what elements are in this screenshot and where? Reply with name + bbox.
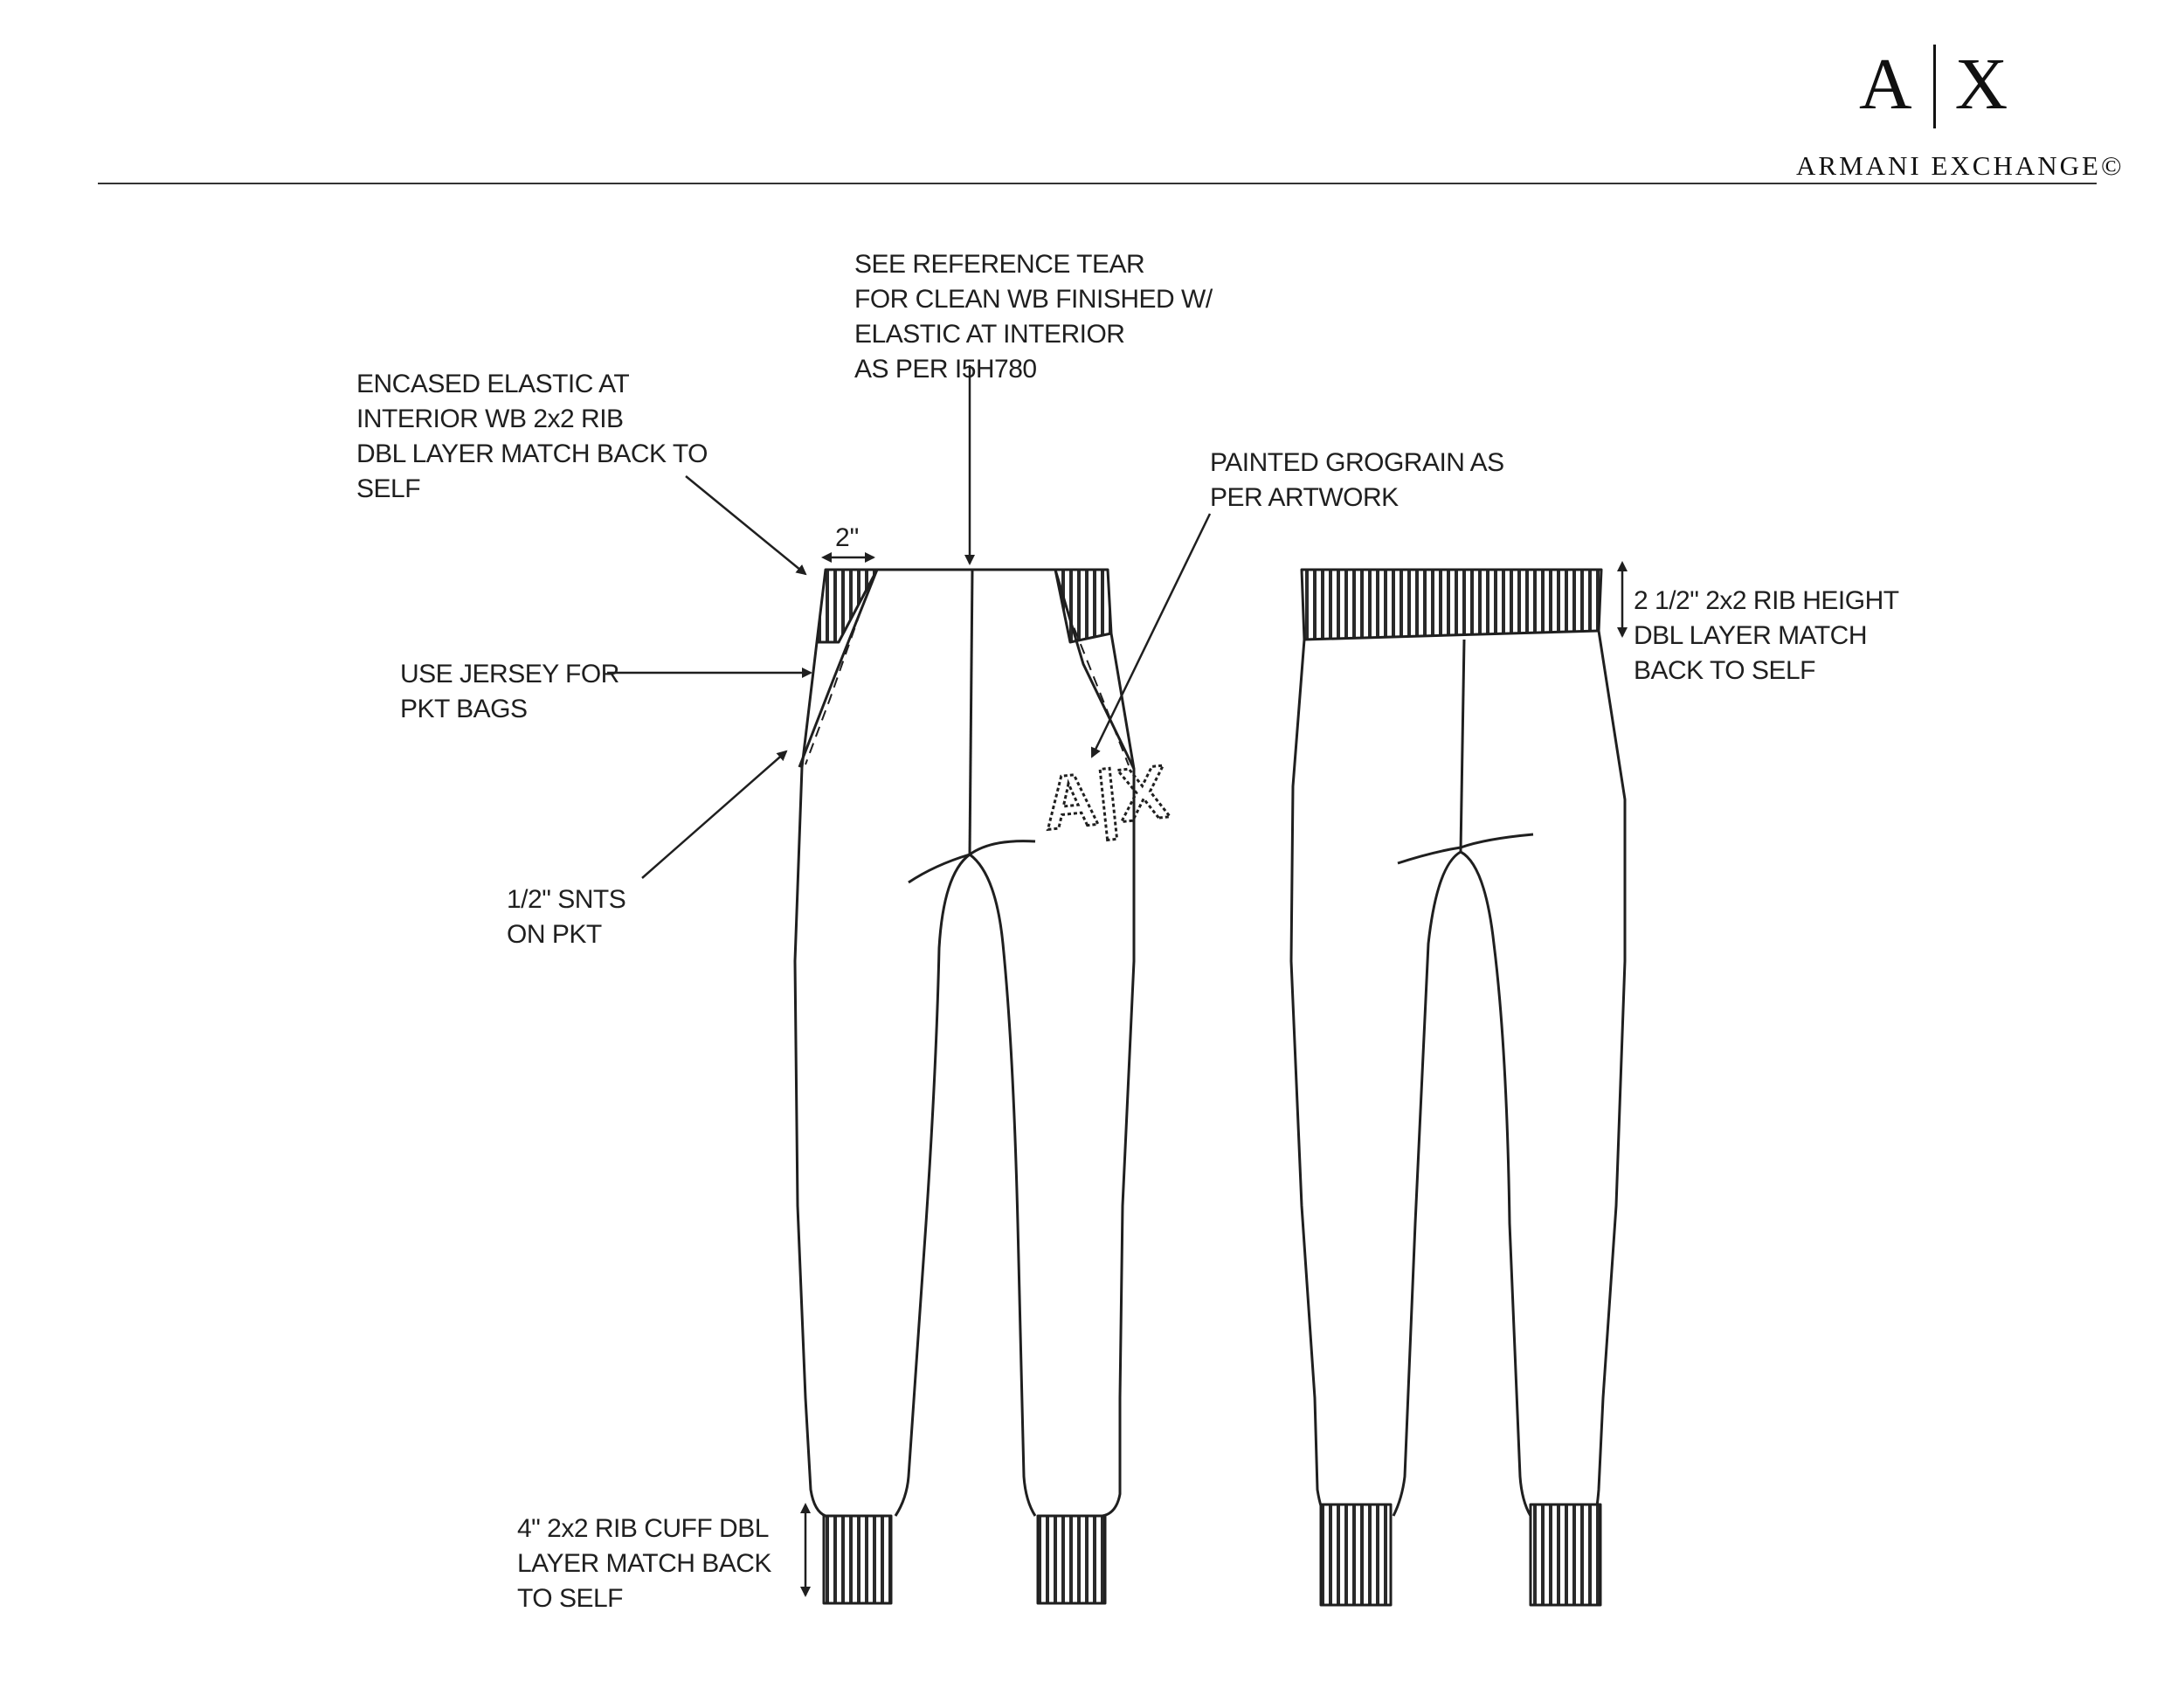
callout-line: 4" 2x2 RIB CUFF DBL bbox=[517, 1514, 769, 1543]
back-waist-rib bbox=[1302, 570, 1601, 640]
back-center-seam bbox=[1461, 640, 1464, 852]
callout-line: PER ARTWORK bbox=[1210, 483, 1399, 512]
front-cuff-left bbox=[824, 1516, 891, 1603]
front-view bbox=[795, 570, 1134, 1603]
callout-line: USE JERSEY FOR bbox=[400, 660, 619, 688]
back-leg-left-outer bbox=[1291, 640, 1326, 1516]
dim-waistband-width-label: 2" bbox=[835, 523, 860, 552]
brand-logo bbox=[1859, 45, 2009, 134]
callout-line: ON PKT bbox=[507, 920, 602, 949]
callout-line: TO SELF bbox=[517, 1584, 623, 1613]
front-waist-rib-left bbox=[817, 570, 877, 642]
callout-line: ENCASED ELASTIC AT bbox=[356, 370, 630, 398]
callout-rib-height bbox=[1634, 584, 1899, 688]
callout-line: LAYER MATCH BACK bbox=[517, 1549, 771, 1578]
front-crotch-stroke bbox=[909, 841, 1035, 882]
back-view bbox=[1291, 570, 1625, 1605]
callout-painted-grograin bbox=[1210, 446, 1504, 515]
callout-line: INTERIOR WB 2x2 RIB bbox=[356, 405, 624, 433]
brand-logo-a: A bbox=[1859, 44, 1914, 125]
back-cuff-left bbox=[1321, 1505, 1391, 1605]
callout-line: ELASTIC AT INTERIOR bbox=[854, 320, 1125, 349]
callout-line: PKT BAGS bbox=[400, 695, 528, 723]
back-leg-right-outer bbox=[1594, 631, 1625, 1516]
front-cuff-right bbox=[1038, 1516, 1105, 1603]
brand-logo-divider bbox=[1933, 45, 1936, 128]
callout-cuff bbox=[517, 1512, 771, 1616]
callout-line: AS PER I5H780 bbox=[854, 355, 1037, 384]
callout-waistband-finish bbox=[854, 247, 1213, 387]
front-inseam bbox=[895, 854, 1035, 1516]
leader-painted-grograin bbox=[1092, 514, 1210, 757]
front-waist-rib-right bbox=[1055, 570, 1111, 642]
callout-line: FOR CLEAN WB FINISHED W/ bbox=[854, 285, 1213, 314]
callout-line: DBL LAYER MATCH BACK TO bbox=[356, 439, 708, 468]
callout-line: 1/2" SNTS bbox=[507, 885, 626, 914]
back-crotch-stroke bbox=[1398, 834, 1533, 863]
front-leg-left-outer bbox=[795, 642, 826, 1516]
front-ax-logo bbox=[1039, 750, 1172, 846]
callout-line: DBL LAYER MATCH bbox=[1634, 621, 1867, 650]
callout-line: SELF bbox=[356, 474, 421, 503]
callout-line: SEE REFERENCE TEAR bbox=[854, 250, 1145, 279]
front-ax-logo-text: A|X bbox=[1039, 750, 1173, 847]
annotation-leaders bbox=[607, 365, 1622, 1595]
front-center-seam bbox=[970, 570, 972, 854]
callout-jersey-pocket bbox=[400, 657, 619, 727]
brand-logo-x: X bbox=[1954, 44, 2010, 125]
callout-line: BACK TO SELF bbox=[1634, 656, 1815, 685]
callout-encased-elastic bbox=[356, 367, 708, 507]
back-inseam bbox=[1393, 852, 1531, 1516]
callout-line: 2 1/2" 2x2 RIB HEIGHT bbox=[1634, 586, 1899, 615]
callout-line: PAINTED GROGRAIN AS bbox=[1210, 448, 1504, 477]
brand-name: ARMANI EXCHANGE© bbox=[1796, 150, 2125, 181]
back-cuff-right bbox=[1531, 1505, 1600, 1605]
callout-pocket-stitch bbox=[507, 882, 625, 952]
leader-pocket-stitch bbox=[642, 751, 786, 878]
